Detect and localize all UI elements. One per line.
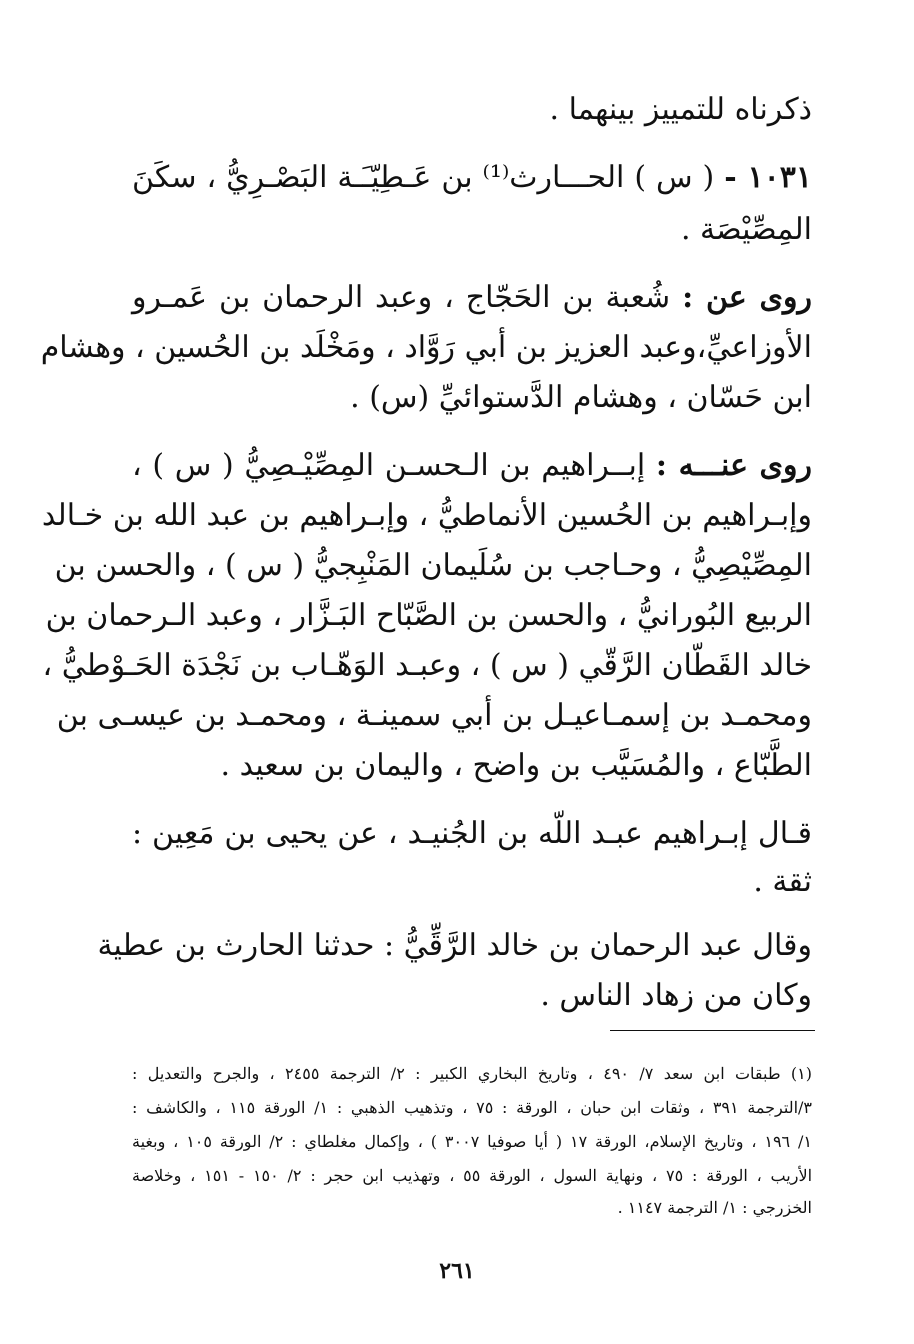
narrators-text-6: ومحمـد بن إسمـاعيـل بن أبي سمينـة ، ومحمـد بن عيسـى بن (56, 698, 812, 733)
footnote-line-3 (132, 1128, 812, 1156)
narrators-line-6 (56, 694, 812, 738)
narrators-text-4: الربيع البُورانيُّ ، والحسن بن الصَّبّاح البَـزَّار ، وعبد الـرحمان بن (45, 598, 812, 633)
statement-line-1 (97, 924, 812, 968)
narrators-line-4 (45, 594, 812, 638)
footnote-divider (610, 1030, 815, 1031)
quote-line-1 (132, 812, 812, 856)
statement-text-2: وكان من زهاد الناس . (540, 978, 812, 1013)
text-line-intro (132, 88, 812, 132)
intro-text: ذكرناه للتمييز بينهما . (549, 92, 812, 127)
narrators-text-2: وإبـراهيم بن الحُسين الأنماطيُّ ، وإبـراهيم بن عبد الله بن خـالد (41, 498, 812, 533)
quote-text-1: قـال إبـراهيم عبـد اللّه بن الجُنيـد ، عن يحيى بن مَعِين : (132, 816, 812, 851)
narrators-line-7 (132, 744, 812, 788)
narrated-from-text-2: الأوزاعيِّ،وعبد العزيز بن أبي رَوَّاد ، ومَخْلَد بن الحُسين ، وهشام (40, 330, 812, 365)
narrators-text-7: الطَّبّاع ، والمُسَيَّب بن واضح ، واليمان بن سعيد . (220, 748, 812, 783)
narrated-from-line-3 (132, 376, 812, 420)
page-number: ٢٦١ (439, 1258, 475, 1284)
footnote-line-2 (132, 1094, 812, 1122)
quote-line-2 (132, 860, 812, 904)
narrators-text: إبــراهيم بن الـحسـن المِصِّيْـصِيُّ ( س ) ، (132, 448, 646, 483)
footnote-line-1 (132, 1060, 812, 1088)
narrators-line-3 (54, 544, 812, 588)
entry-heading-line (132, 156, 812, 200)
narrated-from-text-3: ابن حَسّان ، وهشام الدَّستوائيِّ (س) . (350, 380, 812, 415)
narrators-line-1 (132, 444, 812, 488)
narrated-from-text: شُعبة بن الحَجّاج ، وعبد الرحمان بن عَمـرو (132, 280, 671, 315)
statement-line-2 (132, 974, 812, 1018)
narrators-text-3: المِصِّيْصِيُّ ، وحـاجب بن سُلَيمان المَنْبِجيُّ ( س ) ، والحسن بن (54, 548, 812, 583)
narrated-from-label: روى عن : (682, 280, 812, 315)
statement-text-1: وقال عبد الرحمان بن خالد الرَّقِّيُّ : حدثنا الحارث بن عطية (97, 928, 812, 963)
narrators-line-5 (42, 644, 812, 688)
quote-text-2: ثقة . (753, 864, 812, 899)
entry-heading-text: ( س ) الحـــارث⁽¹⁾ بن عَـطِيّـَـة البَصْـرِيُّ ، سكَنَ (132, 160, 715, 195)
narrated-from-line-1 (132, 276, 812, 320)
narrators-label: روى عنـــه : (655, 448, 812, 483)
footnote-text-3: ١/ ١٩٦ ، وتاريخ الإسلام، الورقة ١٧ ( أيا صوفيا ٣٠٠٧ ) ، وإكمال مغلطاي : ٢/ الورقة ١٠٥ ، وبغية (132, 1132, 812, 1151)
entry-heading-line-2 (132, 208, 812, 252)
entry-heading-cont: المِصِّيْصَة . (680, 212, 812, 247)
narrators-text-5: خالد القَطّان الرَّقّي ( س ) ، وعبـد الوَهّـاب بن نَجْدَة الحَـوْطيُّ ، (42, 648, 812, 683)
entry-number: ١٠٣١ - (724, 160, 812, 195)
footnote-line-5 (132, 1194, 812, 1222)
footnote-text-2: ٣/الترجمة ٣٩١ ، وثقات ابن حبان ، الورقة : ٧٥ ، وتذهيب الذهبي : ١/ الورقة ١١٥ ، والكاشف : (132, 1098, 812, 1117)
footnote-text-1: (١) طبقات ابن سعد ٧/ ٤٩٠ ، وتاريخ البخاري الكبير : ٢/ الترجمة ٢٤٥٥ ، والجرح والتعديل : (132, 1064, 813, 1083)
narrators-line-2 (41, 494, 812, 538)
narrated-from-line-2 (40, 326, 812, 370)
footnote-line-4 (132, 1162, 812, 1190)
footnote-text-5: الخزرجي : ١/ الترجمة ١١٤٧ . (617, 1198, 812, 1217)
footnote-text-4: الأريب ، الورقة : ٧٥ ، ونهاية السول ، الورقة ٥٥ ، وتهذيب ابن حجر : ٢/ ١٥٠ - ١٥١ ، وخلاصة (132, 1166, 813, 1185)
